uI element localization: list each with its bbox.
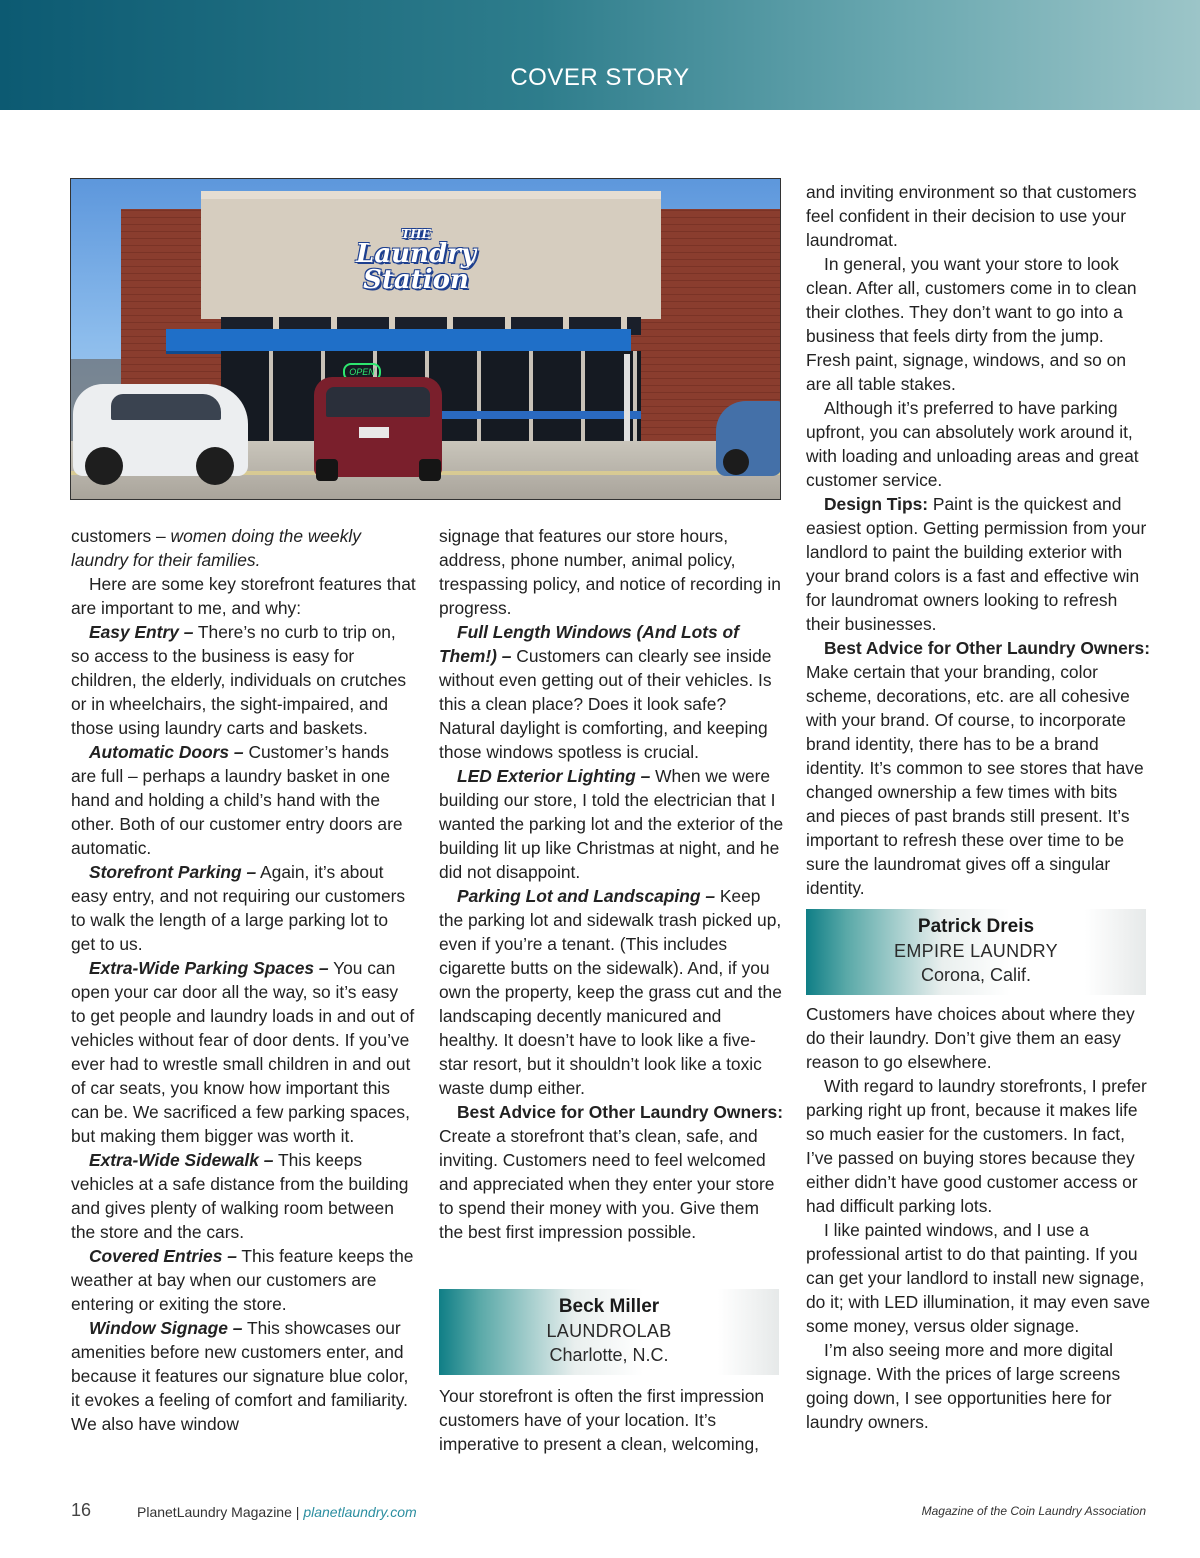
photo-downspout <box>624 354 630 454</box>
feature-heading: Window Signage – <box>89 1318 243 1338</box>
section-header-bar <box>0 0 1200 110</box>
paragraph: Parking Lot and Landscaping – Keep the parking lot and sidewalk trash picked up, even if you’re a tenant. (This includes cigarette butts on the sidewalk). And, if you own the property, keep the grass cut and the landscaping decently manicured and healthy. It doesn’t have to look like a five-star resort, but it shouldn’t look like a toxic waste dump either. <box>439 886 782 1098</box>
feature-heading: Extra-Wide Sidewalk – <box>89 1150 274 1170</box>
paragraph: Customers have choices about where they do their laundry. Don’t give them an easy reason to go elsewhere. <box>806 1004 1135 1072</box>
contributor-company: LAUNDROLAB <box>546 1321 672 1341</box>
photo-red-suv-plate <box>359 427 389 438</box>
photo-white-suv-wheel <box>196 447 234 485</box>
paragraph: I’m also seeing more and more digital signage. With the prices of large screens going down, I see opportunities here for laundry owners. <box>806 1340 1121 1432</box>
paragraph: Automatic Doors – Customer’s hands are full – perhaps a laundry basket in one hand and holding a child’s hand with the other. Both of our customer entry doors are automatic. <box>71 742 403 858</box>
feature-heading: Extra-Wide Parking Spaces – <box>89 958 329 978</box>
feature-heading: Automatic Doors – <box>89 742 244 762</box>
paragraph: In general, you want your store to look clean. After all, customers come in to clean their clothes. They don’t want to go into a business that feels dirty from the jump. Fresh paint, signage, windows, and so on are all table stakes. <box>806 254 1137 394</box>
paragraph: Easy Entry – There’s no curb to trip on, so access to the business is easy for children, the elderly, individuals on crutches or in wheelchairs, the sight-impaired, and those using laundry carts and baskets. <box>71 622 407 738</box>
photo-white-suv-window <box>111 394 221 420</box>
feature-heading: Full Length Windows (And Lots of Them!) – <box>439 622 739 666</box>
article-column-1 <box>71 524 416 1436</box>
article-column-3 <box>806 180 1151 900</box>
photo-red-suv-wheel <box>316 459 338 481</box>
feature-heading: Parking Lot and Landscaping – <box>457 886 715 906</box>
page-number: 16 <box>71 1500 92 1520</box>
open-sign: OPEN <box>343 363 381 381</box>
footer-association: Magazine of the Coin Laundry Association <box>921 1504 1146 1518</box>
contributor-name: Patrick Dreis <box>917 916 1035 937</box>
photo-white-suv-wheel <box>85 447 123 485</box>
magazine-url-link[interactable]: planetlaundry.com <box>303 1504 417 1520</box>
paragraph: customers – women doing the weekly laundry for their families. <box>71 526 361 570</box>
contributor-byline <box>806 909 1146 995</box>
section-title: COVER STORY <box>510 64 690 91</box>
article-column-2-continued <box>439 1384 784 1456</box>
paragraph: Make certain that your branding, color scheme, decorations, etc. are all cohesive with your brand. Of course, to incorporate brand identity, there has to be a brand identity. It’s common to see stores that have changed ownership a few times with bits and pieces of past brands still present. It’s important to refresh these over time to be sure the laundromat gives off a singular identity. <box>806 662 1144 898</box>
store-logo: THE Laundry Station <box>356 227 476 295</box>
paragraph: Storefront Parking – Again, it’s about easy entry, and not requiring our customers to walk the length of a large parking lot to get to us. <box>71 862 406 954</box>
feature-heading: Easy Entry – <box>89 622 194 642</box>
feature-heading: Storefront Parking – <box>89 862 257 882</box>
photo-blue-car-wheel <box>723 449 749 475</box>
footer-separator: | <box>291 1504 304 1520</box>
footer-magazine <box>137 1504 417 1520</box>
paragraph: Create a storefront that’s clean, safe, and inviting. Customers need to feel welcomed and appreciated when they enter your store to spend their money with you. Give them the best first impression possible. <box>439 1126 775 1242</box>
contributor-company: EMPIRE LAUNDRY <box>894 941 1058 961</box>
paragraph: signage that features our store hours, address, phone number, animal policy, trespassing policy, and notice of recording in progress. <box>439 526 781 618</box>
photo-red-suv-wheel <box>419 459 441 481</box>
paragraph: Although it’s preferred to have parking upfront, you can absolutely work around it, with loading and unloading areas and great customer service. <box>806 398 1139 490</box>
magazine-name: PlanetLaundry Magazine <box>137 1504 292 1520</box>
paragraph: Window Signage – This showcases our amenities before new customers enter, and because it features our signature blue color, it evokes a feeling of comfort and familiarity. We also have window <box>71 1318 409 1434</box>
photo-blue-awning <box>166 329 631 351</box>
paragraph: Extra-Wide Parking Spaces – You can open your car door all the way, so it’s easy to get people and laundry loads in and out of vehicles without fear of door dents. If you’ve ever had to wrestle small children in and out of car seats, you know how important this can be. We sacrificed a few parking spaces, but making them bigger was worth it. <box>71 958 415 1146</box>
contributor-byline <box>439 1289 779 1375</box>
contributor-name: Beck Miller <box>558 1296 660 1317</box>
advice-heading: Best Advice for Other Laundry Owners: <box>457 1102 783 1122</box>
paragraph: Covered Entries – This feature keeps the weather at bay when our customers are entering or exiting the store. <box>71 1246 414 1314</box>
paragraph: Your storefront is often the first impression customers have of your location. It’s imperative to present a clean, welcoming, <box>439 1386 765 1454</box>
feature-heading: LED Exterior Lighting – <box>457 766 651 786</box>
contributor-location: Corona, Calif. <box>920 965 1032 985</box>
paragraph: Extra-Wide Sidewalk – This keeps vehicles at a safe distance from the building and gives plenty of walking room between the store and the cars. <box>71 1150 409 1242</box>
advice-heading: Best Advice for Other Laundry Owners: <box>824 638 1150 658</box>
paragraph: Here are some key storefront features that are important to me, and why: <box>71 574 416 618</box>
paragraph: I like painted windows, and I use a professional artist to do that painting. If you can get your landlord to install new signage, do it; with LED illumination, it may even save some money, versus older signage. <box>806 1220 1151 1336</box>
article-column-2 <box>439 524 784 1244</box>
contributor-location: Charlotte, N.C. <box>549 1345 669 1365</box>
paragraph: Design Tips: Paint is the quickest and easiest option. Getting permission from your landlord to paint the building exterior with your brand colors is a fast and effective win for laundromat owners looking to refresh their businesses. <box>806 494 1147 634</box>
paragraph: With regard to laundry storefronts, I prefer parking right up front, because it makes life so much easier for the customers. In fact, I’ve passed on buying stores because they either didn’t have good customer access or had difficult parking lots. <box>806 1076 1147 1216</box>
tip-heading: Design Tips: <box>824 494 929 514</box>
feature-heading: Covered Entries – <box>89 1246 237 1266</box>
paragraph: Full Length Windows (And Lots of Them!) – Customers can clearly see inside without even getting out of their vehicles. Is this a clean place? Does it look safe? Natural daylight is comforting, and keeping those windows spotless is crucial. <box>439 622 772 762</box>
article-column-3-continued <box>806 1002 1151 1434</box>
storefront-photo <box>70 178 781 500</box>
paragraph: LED Exterior Lighting – When we were building our store, I told the electrician that I wanted the parking lot and the exterior of the building lit up like Christmas at night, and he did not disappoint. <box>439 766 784 882</box>
photo-red-suv-window <box>326 387 430 417</box>
paragraph: and inviting environment so that customers feel confident in their decision to use your laundromat. <box>806 182 1137 250</box>
